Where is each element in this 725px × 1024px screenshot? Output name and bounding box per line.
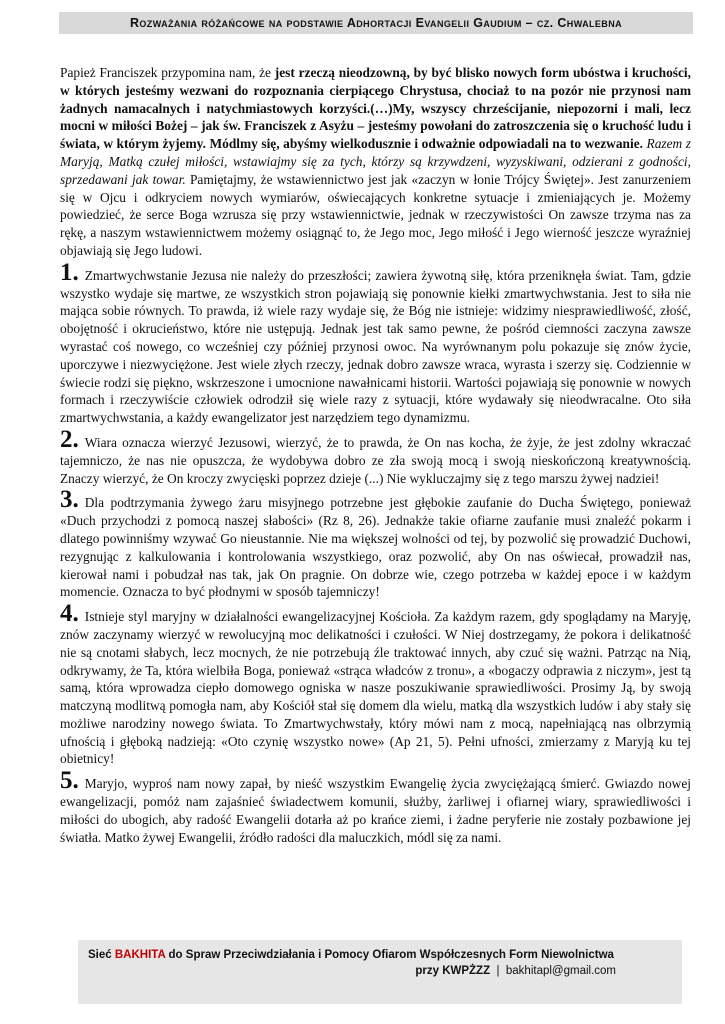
footer-brand: BAKHITA [114,949,166,961]
intro-text-3: Pamiętajmy, że wstawiennictwo jest jak «zaczyn w łonie Trójcy Świętej». Jest zanurzeniem się w Ojcu i odkryciem nowych wymiarów, oświecających konkretne sytuacje i zmieniających je. Możemy powiedzieć, że serce Boga wzrusza się przy wstawiennictwie, jednak w rzeczywistości On zawsze trzyma nas za rękę, a naszym wstawiennictwem możemy osiągnąć to, że Jego moc, Jego miłość i Jego wierność jeszcze wyraźniej objawiają się Jego ludowi. [60,171,691,258]
section-number: 3. [60,486,79,514]
intro-paragraph [60,64,691,260]
footer-organization [88,949,614,961]
intro-italic-text: Razem z Maryją, Matką czułej miłości, wstawiajmy się za tych, którzy są krzywdzeni, wyzyskiwani, odzierani z godności, sprzedawani jak towar. [60,136,691,187]
section-1 [60,258,691,427]
footer-separator: | [490,965,506,977]
footer-contact [415,965,616,977]
page-header [59,12,693,34]
footer-email[interactable]: bakhitapl@gmail.com [505,965,616,977]
section-4 [60,600,691,768]
section-number: 5. [60,767,79,795]
intro-text-1: Papież Franciszek przypomina nam, że [60,65,275,80]
section-text: Dla podtrzymania żywego żaru misyjnego potrzebne jest głębokie zaufanie do Ducha Świętego, ponieważ «Duch przychodzi z pomocą naszej słabości» (Rz 8, 26). Jednakże takie ofiarne zaufanie musi znaleźć pokarm i dlatego powinniśmy wzywać Go nieustannie. Nie ma większej wolności od tej, by pozwolić się prowadzić Duchowi, rezygnując z kalkulowania i kontrolowania wszystkiego, oraz pozwolić, aby On nas oświecał, prowadził nas, kierował nami i pobudzał nas tak, jak On pragnie. On dobrze wie, czego potrzeba w każdej epoce i w każdym momencie. Oznacza to być płodnymi w sposób tajemniczy! [60,495,691,600]
section-2 [60,425,691,487]
section-text: Zmartwychwstanie Jezusa nie należy do przeszłości; zawiera żywotną siłę, która przeniknęła świat. Tam, gdzie wszystko wydaje się martwe, ze wszystkich stron pojawiają się ponownie kiełki zmartwychwstania. Jest to siła nie mająca sobie równych. To prawda, iż wiele razy wydaje się, że Bóg nie istnieje: widzimy niesprawiedliwość, złość, obojętność i okrucieństwo, które nie ustępują. Jednak jest tak samo pewne, że pośród ciemności zaczyna zawsze wyrastać coś nowego, co wcześniej czy później przynosi owoc. Na wyrównanym polu pokazuje się znów życie, uporczywe i niezwyciężone. Jest wiele złych rzeczy, jednak dobro zawsze wraca, wyrasta i szerzy się. Codziennie w świecie rodzi się piękno, wskrzeszone i umocnione nawałnicami historii. Wartości pojawiają się ponownie w nowych formach i rzeczywiście człowiek odrodził się wiele razy z sytuacji, które wydawały się nieodwracalne. Oto siła zmartwychwstania, a każdy ewangelizator jest narzędziem tego dynamizmu. [60,267,691,426]
section-text: Wiara oznacza wierzyć Jezusowi, wierzyć, że to prawda, że On nas kocha, że żyje, że jest zdolny wkraczać tajemniczo, że nas nie opuszcza, że wydobywa dobro ze zła swoją mocą i swoją nieskończoną kreatywnością. Znaczy wierzyć, że On kroczy zwycięski poprzez dzieje (...) Nie wykluczajmy się z tego marszu żywej nadziei! [60,434,691,486]
header-title: Rozważania różańcowe na podstawie Adhortacji Evangelii Gaudium – cz. Chwalebna [129,16,623,30]
document-body [60,64,691,850]
section-5 [60,767,691,846]
section-text: Istnieje styl maryjny w działalności ewangelizacyjnej Kościoła. Za każdym razem, gdy spoglądamy na Maryję, znów zaczynamy wierzyć w rewolucyjną moc delikatności i czułości. W Niej dostrzegamy, że pokora i delikatność nie są cnotami słabych, lecz mocnych, że nie potrzebują źle traktować innych, aby czuć się ważni. Patrząc na Nią, odkrywamy, że Ta, która wielbiła Boga, ponieważ «strąca władców z tronu», a «bogaczy odprawia z niczym», jest tą samą, która wprowadza ciepło domowego ogniska w nasze poszukiwanie sprawiedliwości. Prosimy Ją, by swoją matczyną modlitwą pomogła nam, aby Kościół stał się domem dla wielu, matką dla wszystkich ludów i aby stały się możliwe narodziny nowego świata. To Zmartwychwstały, który mówi nam z mocą, napełniającą nas olbrzymią ufnością i głęboką nadzieją: «Oto czynię wszystko nowe» (Ap 21, 5). Pełni ufności, zmierzamy z Maryją ku tej obietnicy! [60,609,691,767]
section-number: 4. [60,600,79,628]
section-3 [60,486,691,601]
page-footer [78,940,682,1004]
intro-bold-text: jest rzeczą nieodzowną, by być blisko nowych form ubóstwa i kruchości, w których jesteśmy wezwani do rozpoznania cierpiącego Chrystusa, chociaż to na pozór nie przynosi nam żadnych namacalnych i natychmiastowych korzyści.(…)My, wszyscy chrześcijanie, niepozorni i mali, lecz mocni w miłości Bożej – jak św. Franciszek z Asyżu – jesteśmy powołani do zatroszczenia się o kruchość ludu i świata, w którym żyjemy. Módlmy się, abyśmy wielkodusznie i odważnie odpowiadali na to wezwanie. [60,65,691,152]
footer-org: przy KWPŻZZ [415,965,491,977]
section-number: 1. [60,258,79,286]
footer-prefix: Sieć [88,949,115,961]
section-number: 2. [60,425,79,453]
footer-description: do Spraw Przeciwdziałania i Pomocy Ofiarom Współczesnych Form Niewolnictwa [165,949,614,961]
section-text: Maryjo, wyproś nam nowy zapał, by nieść wszystkim Ewangelię życia zwyciężającą śmierć. Gwiazdo nowej ewangelizacji, pomóż nam zajaśnieć świadectwem komunii, służby, żarliwej i ofiarnej wiary, sprawiedliwości i miłości do ubogich, aby radość Ewangelii dotarła aż po krańce ziemi, i żadne peryferie nie zostały pozbawione jej światła. Matko żywej Ewangelii, źródło radości dla maluczkich, módl się za nami. [60,776,691,845]
